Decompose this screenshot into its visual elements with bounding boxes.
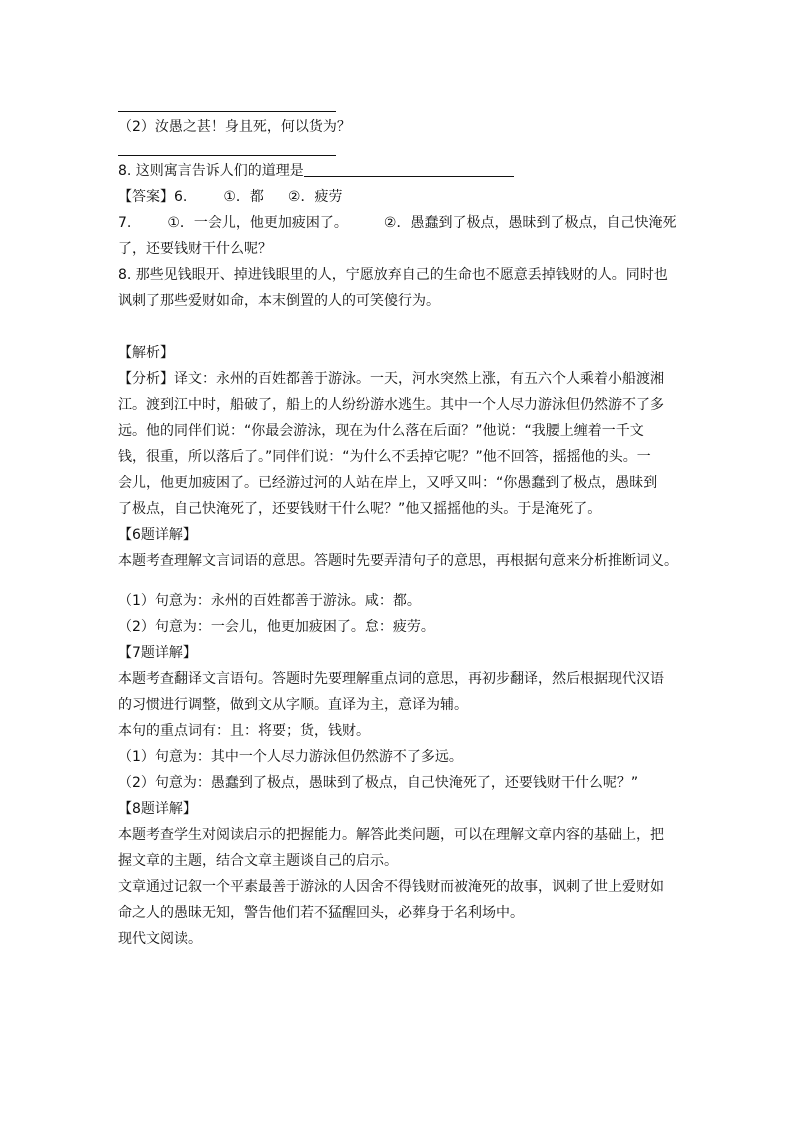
answer-8-line: 讽刺了那些爱财如命，本末倒置的人的可笑傻行为。 xyxy=(118,293,440,309)
question-7-2: （2）汝愚之甚！身且死，何以货为？ xyxy=(118,119,351,135)
q6-answer-1: （1）句意为：永州的百姓都善于游泳。咸：都。 xyxy=(118,593,421,609)
answer-6 xyxy=(118,184,678,210)
analysis-paragraph-line: 江。渡到江中时，船破了，船上的人纷纷游水逃生。其中一个人尽力游泳但仍然游不了多 xyxy=(118,397,664,413)
q7-heading: 【7题详解】 xyxy=(118,645,197,661)
q8-body-line: 文章通过记叙一个平素最善于游泳的人因舍不得钱财而被淹死的故事，讽刺了世上爱财如 xyxy=(118,879,664,895)
answer-6-1: ①．都 xyxy=(223,189,264,205)
question-8 xyxy=(118,158,678,184)
answer-7-2: ②．愚蠢到了极点，愚昧到了极点，自己快淹死 xyxy=(383,215,677,231)
q6-intro: 本题考查理解文言词语的意思。答题时先要弄清句子的意思，再根据句意来分析推断词义。 xyxy=(118,553,678,569)
analysis-paragraph-line: 【分析】译文：永州的百姓都善于游泳。一天，河水突然上涨，有五六个人乘着小船渡湘 xyxy=(118,371,664,387)
document-page xyxy=(118,96,678,952)
analysis-heading: 【解析】 xyxy=(118,345,174,361)
q8-body-line: 命之人的愚昧无知，警告他们若不猛醒回头，必葬身于名利场中。 xyxy=(118,905,524,921)
q6-answer-2: （2）句意为：一会儿，他更加疲困了。怠：疲劳。 xyxy=(118,619,435,635)
answer-7-cont: 了，还要钱财干什么呢？ xyxy=(118,241,272,257)
q7-intro-line: 的习惯进行调整，做到文从字顺。直译为主，意译为辅。 xyxy=(118,697,468,713)
analysis-paragraph-line: 了极点，自己快淹死了，还要钱财干什么呢？”他又摇摇他的头。于是淹死了。 xyxy=(118,501,602,517)
answer-blank-line xyxy=(118,96,678,114)
analysis-paragraph-line: 会儿，他更加疲困了。已经游过河的人站在岸上，又呼又叫：“你愚蠢到了极点，愚昧到 xyxy=(118,475,658,491)
answer-8-line: 8. 那些见钱眼开、掉进钱眼里的人，宁愿放弃自己的生命也不愿意丢掉钱财的人。同时也 xyxy=(118,267,668,283)
q7-intro-line: 本题考查翻译文言语句。答题时先要理解重点词的意思，再初步翻译，然后根据现代汉语 xyxy=(118,671,664,687)
q8-heading: 【8题详解】 xyxy=(118,801,197,817)
answer-7-1: ①．一会儿，他更加疲困了。 xyxy=(167,215,348,231)
answer-7 xyxy=(118,210,678,236)
q7-answer-1: （1）句意为：其中一个人尽力游泳但仍然游不了多远。 xyxy=(118,749,463,765)
analysis-paragraph-line: 钱，很重，所以落后了。”同伴们说：“为什么不丢掉它呢？”他不回答，摇摇他的头。一 xyxy=(118,449,651,465)
q6-heading: 【6题详解】 xyxy=(118,527,197,543)
answer-blank-line xyxy=(304,162,514,177)
q8-intro-line: 本题考查学生对阅读启示的把握能力。解答此类问题，可以在理解文章内容的基础上，把 xyxy=(118,827,664,843)
section-heading-next: 现代文阅读。 xyxy=(118,931,202,947)
q8-intro-line: 握文章的主题，结合文章主题谈自己的启示。 xyxy=(118,853,398,869)
analysis-paragraph-line: 远。他的同伴们说：“你最会游泳，现在为什么落在后面？”他说：“我腰上缠着一千文 xyxy=(118,423,644,439)
q7-key-words: 本句的重点词有：且：将要；货，钱财。 xyxy=(118,723,370,739)
q7-answer-2: （2）句意为：愚蠢到了极点，愚昧到了极点，自己快淹死了，还要钱财干什么呢？” xyxy=(118,775,639,791)
answer-blank-line xyxy=(118,140,678,158)
question-8-text: 8. 这则寓言告诉人们的道理是 xyxy=(118,163,304,179)
answer-label: 【答案】6. xyxy=(118,189,188,205)
answer-6-2: ②．疲劳 xyxy=(287,189,343,205)
answer-7-number: 7. xyxy=(118,215,132,231)
